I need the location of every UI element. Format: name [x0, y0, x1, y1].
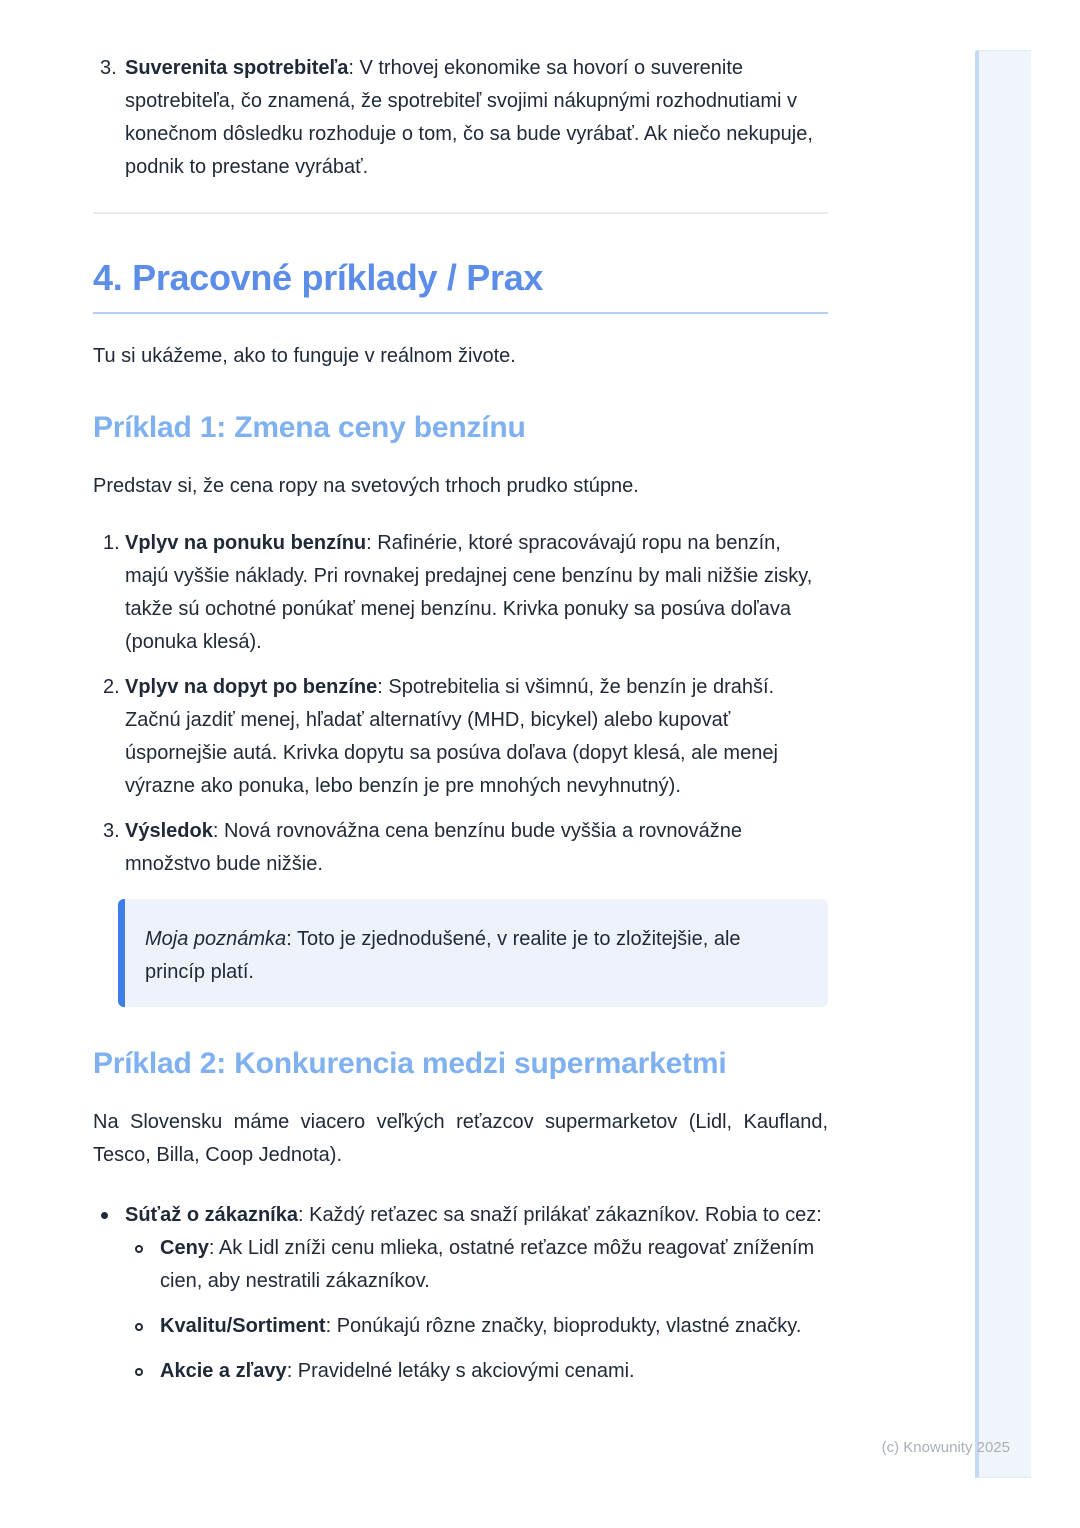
- example2-heading: Príklad 2: Konkurencia medzi supermarketmi: [93, 1047, 727, 1080]
- section-heading: 4. Pracovné príklady / Prax: [93, 256, 828, 314]
- example2-bullet-list: [93, 1199, 828, 1388]
- document-content: [93, 0, 828, 1388]
- term-lead-bold: Akcie a zľavy: [160, 1360, 287, 1382]
- list-number-marker: 3.: [100, 57, 117, 79]
- term-body: : Rafinérie, ktoré spracovávajú ropu na benzín, majú vyššie náklady. Pri rovnakej predajnej cene benzínu by mali nižšie zisky, takže sú ochotné ponúkať menej benzínu. Krivka ponuky sa posúva doľava (ponuka klesá).: [125, 532, 813, 653]
- term-lead-bold: Vplyv na dopyt po benzíne: [125, 676, 378, 698]
- bullet-item-competition: [93, 1199, 828, 1388]
- term-body: : Ponúkajú rôzne značky, bioprodukty, vlastné značky.: [325, 1315, 802, 1337]
- term-lead-bold: Súťaž o zákazníka: [125, 1204, 298, 1226]
- sub-item-text: [160, 1237, 814, 1292]
- circle-bullet-icon: [135, 1368, 143, 1376]
- term-lead-bold: Kvalitu/Sortiment: [160, 1315, 326, 1337]
- term-lead-bold: Výsledok: [125, 820, 213, 842]
- bullet-dot-icon: [101, 1212, 108, 1219]
- list-item-supply: [93, 527, 828, 659]
- example1-intro: Predstav si, že cena ropy na svetových trhoch prudko stúpne.: [93, 475, 639, 497]
- note-callout: [118, 899, 828, 1007]
- note-body: : Toto je zjednodušené, v realite je to zložitejšie, ale princíp platí.: [145, 928, 741, 983]
- list-item-text: [125, 532, 812, 653]
- example2-sub-list: [125, 1232, 828, 1388]
- term-body: : V trhovej ekonomike sa hovorí o suverenite spotrebiteľa, čo znamená, že spotrebiteľ svojimi nákupnými rozhodnutiami v konečnom dôsledku rozhoduje o tom, čo sa bude vyrábať. Ak niečo nekupuje, podnik to prestane vyrábať.: [125, 57, 813, 178]
- sub-item-text: [160, 1360, 635, 1382]
- term-body: : Pravidelné letáky s akciovými cenami.: [286, 1360, 635, 1382]
- example1-heading: Príklad 1: Zmena ceny benzínu: [93, 411, 526, 444]
- list-item-consumer-sovereignty: [93, 52, 828, 184]
- note-lead-italic: Moja poznámka: [145, 928, 287, 950]
- sub-item-prices: [125, 1232, 828, 1298]
- list-item-demand: [93, 671, 828, 803]
- list-number-marker: 3.: [103, 820, 120, 842]
- term-lead-bold: Ceny: [160, 1237, 209, 1259]
- term-body: : Ak Lidl zníži cenu mlieka, ostatné reťazce môžu reagovať znížením cien, aby nestratili zákazníkov.: [160, 1237, 815, 1292]
- copyright-footer: (c) Knowunity 2025: [881, 1439, 1010, 1456]
- list-item-text: [125, 57, 813, 178]
- section-divider: [93, 212, 828, 214]
- list-item-result: [93, 815, 828, 881]
- term-body: : Každý reťazec sa snaží prilákať zákazníkov. Robia to cez:: [297, 1204, 822, 1226]
- term-lead-bold: Vplyv na ponuku benzínu: [125, 532, 367, 554]
- circle-bullet-icon: [135, 1245, 143, 1253]
- circle-bullet-icon: [135, 1323, 143, 1331]
- list-number-marker: 2.: [103, 676, 120, 698]
- term-body: : Nová rovnovážna cena benzínu bude vyššia a rovnovážne množstvo bude nižšie.: [125, 820, 743, 875]
- sub-item-promotions: [125, 1355, 828, 1388]
- term-lead-bold: Suverenita spotrebiteľa: [125, 57, 349, 79]
- list-item-text: [125, 676, 778, 797]
- sub-item-quality: [125, 1310, 828, 1343]
- page-edge-strip: [975, 50, 1031, 1478]
- section-intro: Tu si ukážeme, ako to funguje v reálnom živote.: [93, 345, 516, 367]
- list-number-marker: 1.: [103, 532, 120, 554]
- example1-ordered-list: [93, 527, 828, 881]
- example2-intro: Na Slovensku máme viacero veľkých reťazcov supermarketov (Lidl, Kaufland, Tesco, Billa, Coop Jednota).: [93, 1111, 828, 1166]
- bullet-item-text: [125, 1199, 828, 1232]
- note-text: [145, 923, 798, 989]
- sub-item-text: [160, 1315, 801, 1337]
- term-body: : Spotrebitelia si všimnú, že benzín je drahší. Začnú jazdiť menej, hľadať alternatívy (MHD, bicykel) alebo kupovať úspornejšie autá. Krivka dopytu sa posúva doľava (dopyt klesá, ale menej výrazne ako ponuka, lebo benzín je pre mnohých nevyhnutný).: [125, 676, 778, 797]
- list-item-text: [125, 820, 742, 875]
